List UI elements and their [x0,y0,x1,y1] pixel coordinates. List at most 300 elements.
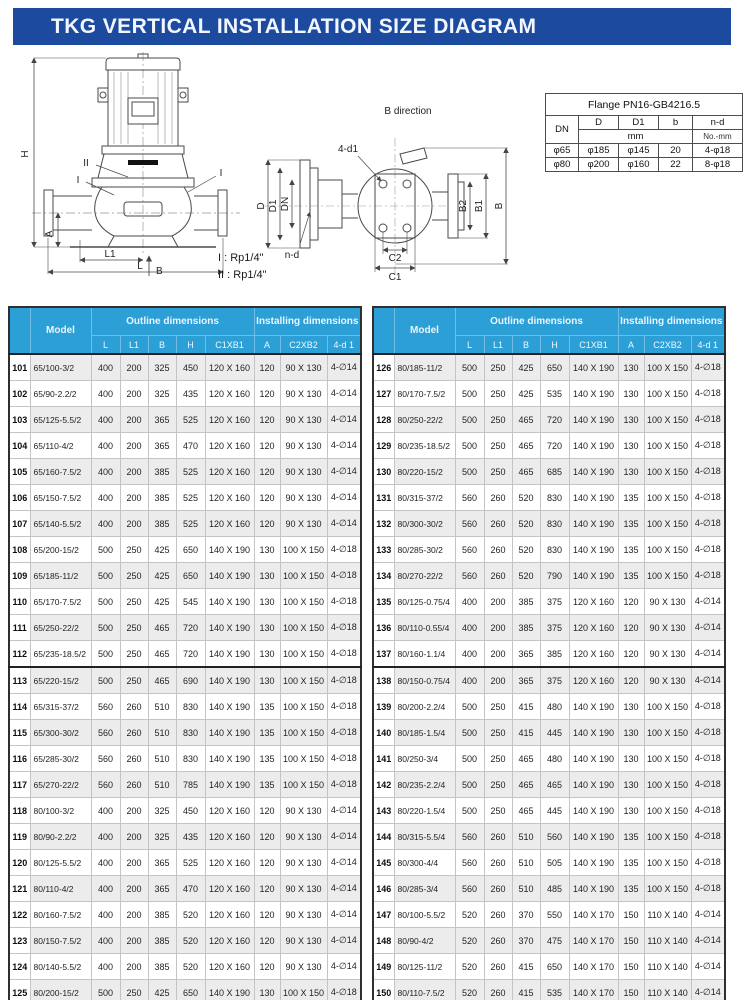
c2xb2-cell: 90 X 130 [280,902,327,928]
model-cell: 80/185-1.5/4 [394,720,455,746]
dim-label-h: H [20,150,31,158]
c1xb1-cell: 140 X 190 [205,641,254,668]
c1xb1-cell: 140 X 190 [569,720,618,746]
d1-cell: 4-∅14 [327,876,361,902]
b-cell: 365 [512,667,540,694]
c1xb1-cell: 140 X 190 [569,746,618,772]
c2xb2-cell: 100 X 150 [644,824,691,850]
c2xb2-cell: 100 X 150 [644,511,691,537]
b-cell: 465 [512,407,540,433]
l1-cell: 260 [120,746,148,772]
model-cell: 80/160-7.5/2 [30,902,91,928]
l-cell: 400 [91,381,120,407]
c2xb2-cell: 100 X 150 [280,980,327,1000]
d1-cell: 4-∅18 [691,381,725,407]
row-number: 111 [9,615,30,641]
model-cell: 65/140-5.5/2 [30,511,91,537]
c2xb2-cell: 100 X 150 [644,485,691,511]
d1-cell: 4-∅14 [691,954,725,980]
l1-cell: 250 [484,798,512,824]
d1-cell: 4-∅18 [691,772,725,798]
c1xb1-cell: 120 X 160 [569,589,618,615]
c1xb1-cell: 120 X 160 [205,876,254,902]
c2xb2-cell: 100 X 150 [644,433,691,459]
l1-cell: 200 [120,485,148,511]
table-row [9,902,361,928]
l1-cell: 250 [484,459,512,485]
corner-header [373,307,394,354]
c2xb2-cell: 90 X 130 [280,798,327,824]
l-cell: 560 [91,746,120,772]
c2xb2-cell: 100 X 150 [644,407,691,433]
a-cell: 135 [618,824,644,850]
l1-cell: 260 [484,824,512,850]
table-row [9,641,361,668]
col-header-a: A [254,336,280,355]
h-cell: 830 [176,746,205,772]
table-row [9,381,361,407]
c1xb1-cell: 120 X 160 [205,954,254,980]
dim-label-dn: DN [280,196,291,212]
c1xb1-cell: 140 X 190 [205,537,254,563]
l-cell: 500 [455,381,484,407]
d1-cell: 4-∅18 [327,537,361,563]
l-cell: 520 [455,980,484,1000]
flange-col-dn: DN [546,116,579,144]
model-cell: 65/200-15/2 [30,537,91,563]
c2xb2-cell: 100 X 150 [644,746,691,772]
c2xb2-cell: 100 X 150 [280,641,327,668]
c1xb1-cell: 140 X 190 [205,720,254,746]
l1-cell: 250 [484,407,512,433]
col-header-b: B [512,336,540,355]
b-cell: 385 [148,954,176,980]
flange-b-cell: 22 [659,158,693,172]
c1xb1-cell: 140 X 190 [569,694,618,720]
c2xb2-cell: 110 X 140 [644,928,691,954]
b-cell: 465 [148,615,176,641]
d1-cell: 4-∅14 [327,485,361,511]
a-cell: 120 [254,381,280,407]
d1-cell: 4-∅18 [691,746,725,772]
flange-b-cell: 20 [659,144,693,158]
a-cell: 130 [618,798,644,824]
c2xb2-cell: 100 X 150 [280,615,327,641]
c1xb1-cell: 120 X 160 [205,381,254,407]
row-number: 102 [9,381,30,407]
l-cell: 560 [455,850,484,876]
b-cell: 425 [148,537,176,563]
a-cell: 150 [618,980,644,1000]
h-cell: 480 [540,694,569,720]
model-cell: 65/220-15/2 [30,667,91,694]
d1-cell: 4-∅14 [691,980,725,1000]
table-row [9,354,361,381]
l1-cell: 200 [120,433,148,459]
row-number: 120 [9,850,30,876]
l-cell: 400 [91,954,120,980]
row-number: 119 [9,824,30,850]
table-row [373,694,725,720]
row-number: 141 [373,746,394,772]
table-row [9,980,361,1000]
table-row [9,563,361,589]
model-cell: 80/150-7.5/2 [30,928,91,954]
a-cell: 135 [618,537,644,563]
model-cell: 80/170-7.5/2 [394,381,455,407]
model-cell: 80/285-30/2 [394,537,455,563]
l-cell: 560 [91,720,120,746]
table-row [373,459,725,485]
table-row [373,928,725,954]
row-number: 101 [9,354,30,381]
a-cell: 135 [618,511,644,537]
table-row [546,158,743,172]
l1-cell: 260 [120,772,148,798]
c2xb2-cell: 110 X 140 [644,902,691,928]
h-cell: 650 [176,980,205,1000]
table-row [9,615,361,641]
l-cell: 500 [91,667,120,694]
table-row [9,798,361,824]
c1xb1-cell: 140 X 190 [205,746,254,772]
model-cell: 65/170-7.5/2 [30,589,91,615]
col-header-c1xb1: C1XB1 [205,336,254,355]
a-cell: 130 [254,589,280,615]
row-number: 126 [373,354,394,381]
b-cell: 365 [512,641,540,668]
b-cell: 325 [148,798,176,824]
l-cell: 500 [91,615,120,641]
l-cell: 400 [91,824,120,850]
a-cell: 120 [618,615,644,641]
c2xb2-cell: 100 X 150 [280,720,327,746]
b-cell: 415 [512,694,540,720]
b-cell: 385 [512,589,540,615]
l-cell: 500 [91,563,120,589]
a-cell: 130 [254,641,280,668]
h-cell: 520 [176,928,205,954]
col-header-h: H [176,336,205,355]
row-number: 125 [9,980,30,1000]
l-cell: 400 [91,928,120,954]
l-cell: 520 [455,954,484,980]
c1xb1-cell: 120 X 160 [569,667,618,694]
flange-nd-cell: 8-φ18 [693,158,743,172]
c2xb2-cell: 100 X 150 [644,381,691,407]
col-header-c1xb1: C1XB1 [569,336,618,355]
table-row [373,485,725,511]
h-cell: 480 [540,746,569,772]
b-cell: 365 [148,850,176,876]
c2xb2-cell: 90 X 130 [280,485,327,511]
flange-dn-cell: φ65 [546,144,579,158]
a-cell: 120 [254,433,280,459]
h-cell: 470 [176,433,205,459]
l-cell: 500 [455,354,484,381]
model-cell: 80/235-2.2/4 [394,772,455,798]
c2xb2-cell: 100 X 150 [644,537,691,563]
row-number: 139 [373,694,394,720]
row-number: 135 [373,589,394,615]
row-number: 150 [373,980,394,1000]
l-cell: 500 [455,694,484,720]
l1-cell: 200 [120,928,148,954]
table-row [373,537,725,563]
l-cell: 560 [455,563,484,589]
h-cell: 650 [540,354,569,381]
col-header-l: L [455,336,484,355]
l1-cell: 200 [120,798,148,824]
b-cell: 325 [148,354,176,381]
a-cell: 130 [254,667,280,694]
c2xb2-cell: 90 X 130 [280,354,327,381]
table-row [373,354,725,381]
l1-cell: 250 [484,746,512,772]
l1-cell: 200 [120,459,148,485]
c1xb1-cell: 120 X 160 [205,902,254,928]
model-cell: 80/315-37/2 [394,485,455,511]
d1-cell: 4-∅18 [691,720,725,746]
l1-cell: 260 [484,876,512,902]
c1xb1-cell: 140 X 190 [569,850,618,876]
b-cell: 465 [148,667,176,694]
d1-cell: 4-∅14 [327,407,361,433]
h-cell: 720 [540,407,569,433]
a-cell: 135 [254,720,280,746]
c1xb1-cell: 120 X 160 [205,928,254,954]
model-cell: 80/220-1.5/4 [394,798,455,824]
model-cell: 65/315-37/2 [30,694,91,720]
h-cell: 550 [540,902,569,928]
a-cell: 135 [618,563,644,589]
l-cell: 520 [455,928,484,954]
model-cell: 80/235-18.5/2 [394,433,455,459]
a-cell: 130 [618,433,644,459]
b-cell: 520 [512,537,540,563]
c2xb2-cell: 100 X 150 [644,354,691,381]
l-cell: 500 [455,720,484,746]
b-cell: 385 [512,615,540,641]
port-label-i-right: I [219,168,223,179]
l1-cell: 260 [484,902,512,928]
model-cell: 80/220-15/2 [394,459,455,485]
model-cell: 80/160-1.1/4 [394,641,455,668]
c2xb2-cell: 100 X 150 [280,746,327,772]
c2xb2-cell: 110 X 140 [644,954,691,980]
d1-cell: 4-∅14 [327,954,361,980]
a-cell: 120 [618,641,644,668]
b-cell: 425 [148,589,176,615]
l1-cell: 260 [484,980,512,1000]
b-cell: 415 [512,720,540,746]
c2xb2-cell: 90 X 130 [280,824,327,850]
l1-cell: 250 [120,641,148,668]
l-cell: 400 [91,902,120,928]
flange-d-cell: φ185 [579,144,619,158]
row-number: 121 [9,876,30,902]
table-row [9,850,361,876]
d1-cell: 4-∅18 [691,824,725,850]
l1-cell: 260 [120,694,148,720]
l1-cell: 260 [484,928,512,954]
c1xb1-cell: 140 X 190 [569,563,618,589]
l-cell: 400 [455,589,484,615]
model-cell: 80/90-2.2/2 [30,824,91,850]
row-number: 103 [9,407,30,433]
dim-label-c1: C1 [388,272,402,283]
table-row [373,746,725,772]
row-number: 140 [373,720,394,746]
flange-unit-mm: mm [579,130,693,144]
l-cell: 500 [455,433,484,459]
h-cell: 525 [176,850,205,876]
col-header-l1: L1 [484,336,512,355]
c1xb1-cell: 140 X 190 [205,563,254,589]
view-arrow-label-b: B [156,266,163,277]
table-row [9,694,361,720]
model-cell: 80/200-2.2/4 [394,694,455,720]
table-row [373,824,725,850]
c1xb1-cell: 120 X 160 [205,511,254,537]
l1-cell: 200 [484,615,512,641]
table-row [9,876,361,902]
b-cell: 465 [512,433,540,459]
b-cell: 465 [148,641,176,668]
c2xb2-cell: 100 X 150 [280,537,327,563]
l1-cell: 200 [120,876,148,902]
h-cell: 520 [176,954,205,980]
model-cell: 80/315-5.5/4 [394,824,455,850]
table-row [373,433,725,459]
d1-cell: 4-∅18 [691,459,725,485]
d1-cell: 4-∅14 [327,511,361,537]
c2xb2-cell: 100 X 150 [644,876,691,902]
c1xb1-cell: 140 X 190 [205,667,254,694]
c1xb1-cell: 120 X 160 [205,354,254,381]
h-cell: 535 [540,381,569,407]
a-cell: 120 [254,954,280,980]
b-cell: 465 [512,459,540,485]
c2xb2-cell: 100 X 150 [644,798,691,824]
model-cell: 65/100-3/2 [30,354,91,381]
c1xb1-cell: 120 X 160 [205,798,254,824]
a-cell: 120 [254,485,280,511]
dim-label-d1: D1 [268,199,279,213]
dimensions-table-left [8,306,362,1000]
h-cell: 690 [176,667,205,694]
b-cell: 510 [148,772,176,798]
model-cell: 80/125-5.5/2 [30,850,91,876]
l1-cell: 200 [120,381,148,407]
c2xb2-cell: 90 X 130 [644,667,691,694]
l1-cell: 260 [484,511,512,537]
d1-cell: 4-∅14 [327,850,361,876]
d1-cell: 4-∅14 [327,433,361,459]
h-cell: 445 [540,798,569,824]
l-cell: 560 [455,511,484,537]
row-number: 138 [373,667,394,694]
c1xb1-cell: 140 X 190 [205,589,254,615]
table-row [9,459,361,485]
pump-b-direction-diagram [248,98,540,294]
c1xb1-cell: 140 X 190 [205,615,254,641]
h-cell: 650 [176,537,205,563]
l1-cell: 250 [484,720,512,746]
row-number: 122 [9,902,30,928]
dimensions-table-right [372,306,726,1000]
row-number: 133 [373,537,394,563]
col-header-c2xb2: C2XB2 [280,336,327,355]
b-cell: 385 [148,511,176,537]
h-cell: 720 [176,615,205,641]
d1-cell: 4-∅18 [327,615,361,641]
flange-col-nd: n-d [693,116,743,130]
row-number: 107 [9,511,30,537]
b-cell: 370 [512,928,540,954]
l1-cell: 260 [484,485,512,511]
c2xb2-cell: 100 X 150 [280,589,327,615]
b-cell: 365 [148,433,176,459]
c2xb2-cell: 90 X 130 [280,850,327,876]
h-cell: 560 [540,824,569,850]
d1-cell: 4-∅14 [691,667,725,694]
h-cell: 435 [176,381,205,407]
col-header-l: L [91,336,120,355]
table-row [373,720,725,746]
a-cell: 120 [618,667,644,694]
table-row [9,537,361,563]
dim-label-d: D [256,202,267,210]
row-number: 117 [9,772,30,798]
table-row [9,954,361,980]
d1-cell: 4-∅18 [691,850,725,876]
d1-cell: 4-∅18 [691,694,725,720]
note-port-i: I : Rp1/4" [218,252,264,264]
row-number: 112 [9,641,30,668]
a-cell: 120 [254,928,280,954]
table-row [9,720,361,746]
b-cell: 520 [512,485,540,511]
b-cell: 465 [512,746,540,772]
l1-cell: 200 [484,667,512,694]
model-cell: 80/100-3/2 [30,798,91,824]
a-cell: 135 [618,485,644,511]
model-cell: 80/90-4/2 [394,928,455,954]
model-cell: 65/125-5.5/2 [30,407,91,433]
flange-col-b: b [659,116,693,130]
l1-cell: 250 [120,615,148,641]
table-row [373,511,725,537]
c1xb1-cell: 140 X 190 [205,772,254,798]
dim-label-nd: n-d [284,250,300,261]
l1-cell: 250 [484,354,512,381]
c2xb2-cell: 100 X 150 [644,720,691,746]
l-cell: 400 [91,876,120,902]
l1-cell: 200 [120,902,148,928]
row-number: 108 [9,537,30,563]
model-cell: 80/140-5.5/2 [30,954,91,980]
c1xb1-cell: 140 X 190 [205,980,254,1000]
d1-cell: 4-∅18 [691,511,725,537]
flange-spec-table [545,93,743,172]
d1-cell: 4-∅18 [691,798,725,824]
row-number: 146 [373,876,394,902]
c1xb1-cell: 140 X 190 [569,798,618,824]
row-number: 130 [373,459,394,485]
d1-cell: 4-∅14 [327,798,361,824]
table-row [373,381,725,407]
